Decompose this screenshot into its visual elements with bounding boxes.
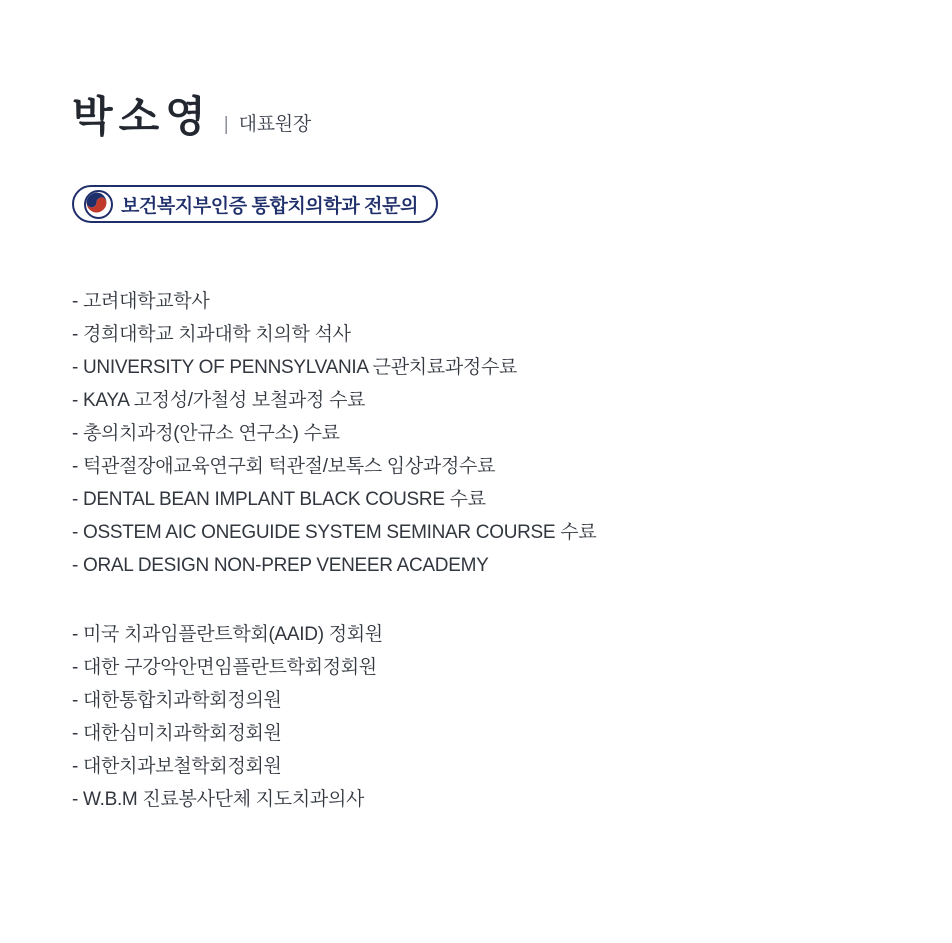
list-item: - 경희대학교 치과대학 치의학 석사 <box>72 324 351 345</box>
taegeuk-emblem-icon <box>84 190 113 219</box>
list-item: - 대한통합치과학회정의원 <box>72 690 282 711</box>
list-item: - OSSTEM AIC ONEGUIDE SYSTEM SEMINAR COURSE 수료 <box>72 522 597 543</box>
list-item: - 대한 구강악안면임플란트학회정회원 <box>72 657 377 678</box>
doctor-position: 대표원장 <box>238 114 311 135</box>
doctor-name: 박소영 <box>72 93 212 140</box>
list-item: - UNIVERSITY OF PENNSYLVANIA 근관치료과정수료 <box>72 357 518 378</box>
list-item: - 대한심미치과학회정회원 <box>72 723 282 744</box>
doctor-name-row <box>72 93 311 140</box>
name-title-divider: | <box>223 114 229 135</box>
list-item: - 턱관절장애교육연구회 턱관절/보톡스 임상과정수료 <box>72 456 496 477</box>
list-item: - DENTAL BEAN IMPLANT BLACK COUSRE 수료 <box>72 489 486 510</box>
certification-label: 보건복지부인증 통합치의학과 전문의 <box>121 195 419 217</box>
list-item: - 대한치과보철학회정회원 <box>72 756 282 777</box>
list-item: - 고려대학교학사 <box>72 291 210 312</box>
list-item: - 총의치과정(안규소 연구소) 수료 <box>72 423 340 444</box>
certification-badge <box>72 185 438 223</box>
list-item: - ORAL DESIGN NON-PREP VENEER ACADEMY <box>72 555 489 576</box>
list-item: - KAYA 고정성/가철성 보철과정 수료 <box>72 390 366 411</box>
membership-list <box>72 618 383 816</box>
list-item: - 미국 치과임플란트학회(AAID) 정회원 <box>72 624 383 645</box>
list-item: - W.B.M 진료봉사단체 지도치과의사 <box>72 789 365 810</box>
education-list <box>72 285 596 582</box>
